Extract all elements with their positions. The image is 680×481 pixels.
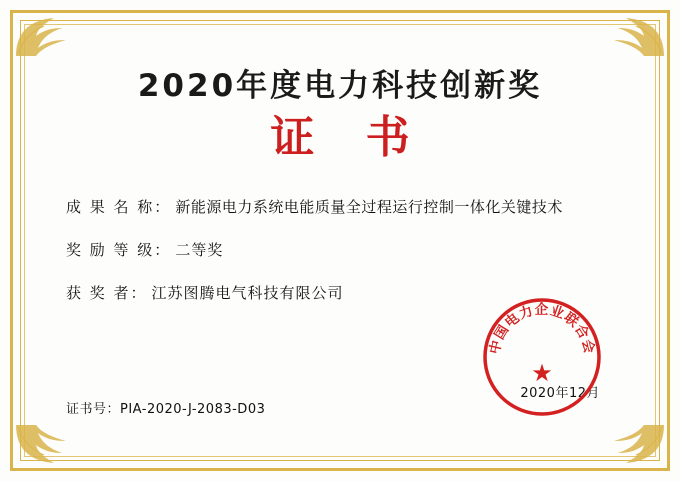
certificate-word: 证 书 xyxy=(270,112,428,163)
svg-text:中国电力企业联合会: 中国电力企业联合会 xyxy=(486,302,598,356)
field-row-achievement xyxy=(66,196,640,217)
field-row-award-level xyxy=(66,239,640,260)
field-value-award-level: 二等奖 xyxy=(175,240,224,259)
svg-text:★: ★ xyxy=(531,359,553,387)
certificate-fields xyxy=(40,196,640,303)
field-label-award-level: 奖 励 等 级： xyxy=(66,240,172,259)
field-label-achievement: 成 果 名 称： xyxy=(66,197,172,216)
issue-date: 2020年12月 xyxy=(520,386,600,401)
certificate-content xyxy=(40,36,640,445)
field-value-winner: 江苏图腾电气科技有限公司 xyxy=(151,283,344,302)
field-value-achievement: 新能源电力系统电能质量全过程运行控制一体化关键技术 xyxy=(175,197,563,216)
award-title: 2020年度电力科技创新奖 xyxy=(137,68,543,104)
certificate-number: 证书号：PIA-2020-J-2083-D03 xyxy=(66,402,266,417)
field-label-winner: 获 奖 者： xyxy=(66,283,148,302)
official-seal-icon xyxy=(480,295,604,419)
